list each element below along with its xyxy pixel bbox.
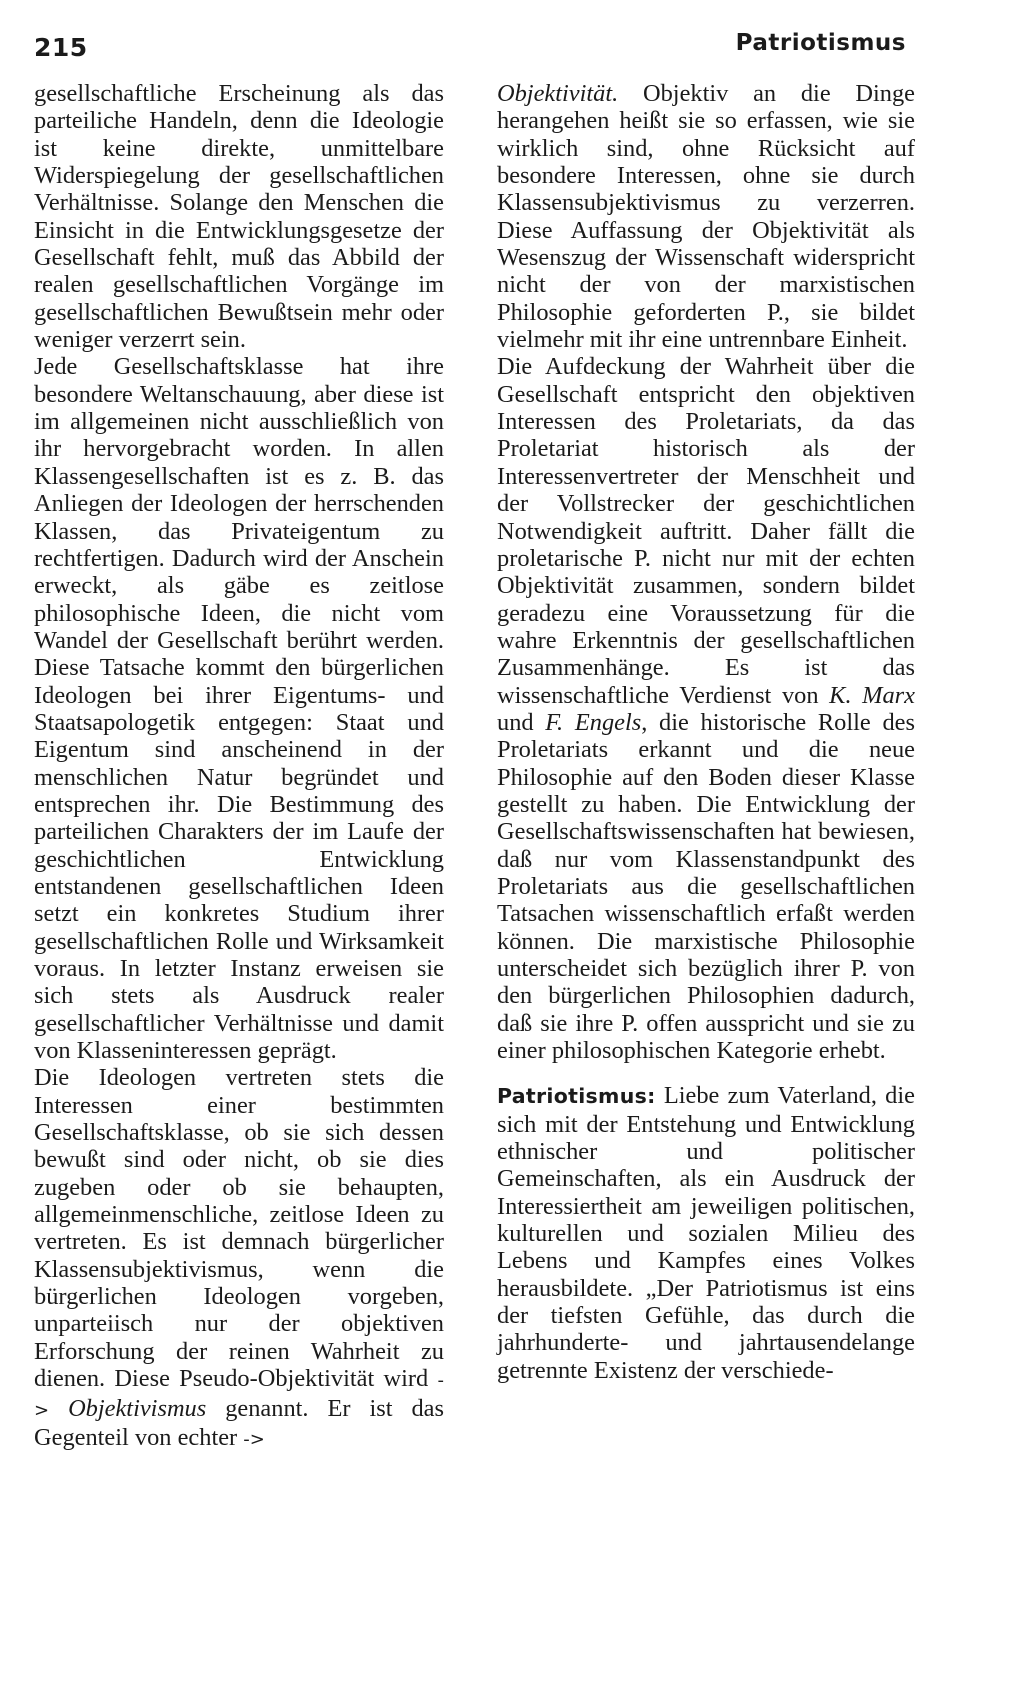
person-name: F. Engels xyxy=(545,708,642,736)
cross-reference-arrow-icon: -> xyxy=(243,1428,265,1450)
paragraph xyxy=(497,80,915,353)
right-column xyxy=(497,80,915,1384)
dictionary-entry xyxy=(497,1082,915,1384)
paragraph-text: Die Aufdeckung der Wahrheit über die Gesellschaft entspricht den objektiven Interessen des Proletariats, da das Proletariat historisch als der Interessenvertreter der Menschheit und der Vollstrecker der geschichtlichen Notwendigkeit auftritt. Daher fällt die proletarische P. nicht nur mit der echten Objektivität zusammen, sondern bildet geradezu eine Voraussetzung für die wahre Erkenntnis der gesellschaftlichen Zusammenhänge. Es ist das wissenschaftliche Verdienst von xyxy=(497,353,915,709)
entry-headword: Patriotismus: xyxy=(497,1084,656,1109)
paragraph: gesellschaftliche Erscheinung als das parteiliche Handeln, denn die Ideologie ist keine direkte, unmittelbare Widerspiegelung der gesellschaftlichen Verhältnisse. Solange den Menschen die Einsicht in die Entwicklungsgesetze der Gesellschaft fehlt, muß das Abbild der realen gesellschaftlichen Vorgänge im gesellschaftlichen Bewußtsein mehr oder weniger verzerrt sein. xyxy=(34,80,444,354)
entry-text: Liebe zum Vaterland, die sich mit der Entstehung und Entwicklung ethnischer und politischer Gemeinschaften, als ein Ausdruck der Interessiertheit am jeweiligen politischen, kulturellen und sozialen Milieu des Lebens und Kampfes eines Volkes herausbildete. „Der Patriotismus ist eins der tiefsten Gefühle, das durch die jahrhunderte- und jahrtausendelange getrennte Existenz der verschiede- xyxy=(497,1082,915,1384)
cross-reference-link[interactable]: Objektivismus xyxy=(68,1394,207,1422)
paragraph-text: genannt. Er ist das Gegenteil von echter xyxy=(34,1394,444,1451)
cross-reference-link[interactable]: Objektivität. xyxy=(497,80,619,107)
paragraph-text: Objektiv an die Dinge herangehen heißt sie so erfassen, wie sie wirklich sind, ohne Rücksicht auf besondere Interessen, ohne sie durch Klassensubjektivismus zu verzerren. Diese Auffassung der Objektivität als Wesenszug der Wissenschaft widerspricht nicht der von der marxistischen Philosophie geforderten P., sie bildet vielmehr mit ihr eine untrennbare Einheit. xyxy=(497,80,915,354)
page-number: 215 xyxy=(34,33,88,62)
paragraph-text: Die Ideologen vertreten stets die Interessen einer bestimmten Gesellschaftsklasse, ob sie sich dessen bewußt sind oder nicht, ob sie dies zugeben oder ob sie behaupten, allgemeinmenschliche, zeitlose Ideen zu vertreten. Es ist demnach bürgerlicher Klassensubjektivismus, wenn die bürgerlichen Ideologen vorgeben, unparteiisch nur der objektiven Erforschung der reinen Wahrheit zu dienen. Diese Pseudo-Objektivität wird xyxy=(34,1064,444,1393)
paragraph-text: und xyxy=(497,708,534,736)
cross-reference-arrow-icon: -> xyxy=(34,1370,444,1421)
paragraph xyxy=(497,353,915,1064)
left-column xyxy=(34,80,444,1453)
paragraph-text: , die historische Rolle des Proletariats erkannt und die neue Philosophie auf den Boden dieser Klasse gestellt zu haben. Die Entwicklung der Gesellschaftswissenschaften hat bewiesen, daß nur vom Klassenstandpunkt des Proletariats aus die gesellschaftlichen Tatsachen wissenschaftlich erfaßt werden können. Die marxistische Philosophie unterscheidet sich bezüglich ihrer P. von den bürgerlichen Philosophien dadurch, daß sie ihre P. offen ausspricht und sie zu einer philosophischen Kategorie erhebt. xyxy=(497,708,915,1065)
person-name: K. Marx xyxy=(829,681,915,709)
paragraph xyxy=(34,1064,444,1453)
running-head: Patriotismus xyxy=(735,30,906,56)
paragraph: Jede Gesellschaftsklasse hat ihre besondere Weltanschauung, aber diese ist im allgemeinen nicht ausschließlich von ihr hervorgebracht worden. In allen Klassengesellschaften ist es z. B. das Anliegen der Ideologen der herrschenden Klassen, das Privateigentum zu rechtfertigen. Dadurch wird der Anschein erweckt, als gäbe es zeitlose philosophische Ideen, die nicht vom Wandel der Gesellschaft berührt werden. Diese Tatsache kommt den bürgerlichen Ideologen bei ihrer Eigentums- und Staatsapologetik entgegen: Staat und Eigentum sind anscheinend in der menschlichen Natur begründet und entsprechen ihr. Die Bestimmung des parteilichen Charakters der im Laufe der geschichtlichen Entwicklung entstandenen gesellschaftlichen Ideen setzt ein konkretes Studium ihrer gesellschaftlichen Rolle und Wirksamkeit voraus. In letzter Instanz erweisen sie sich stets als Ausdruck realer gesellschaftlicher Verhältnisse und damit von Klasseninteressen geprägt. xyxy=(34,353,444,1065)
